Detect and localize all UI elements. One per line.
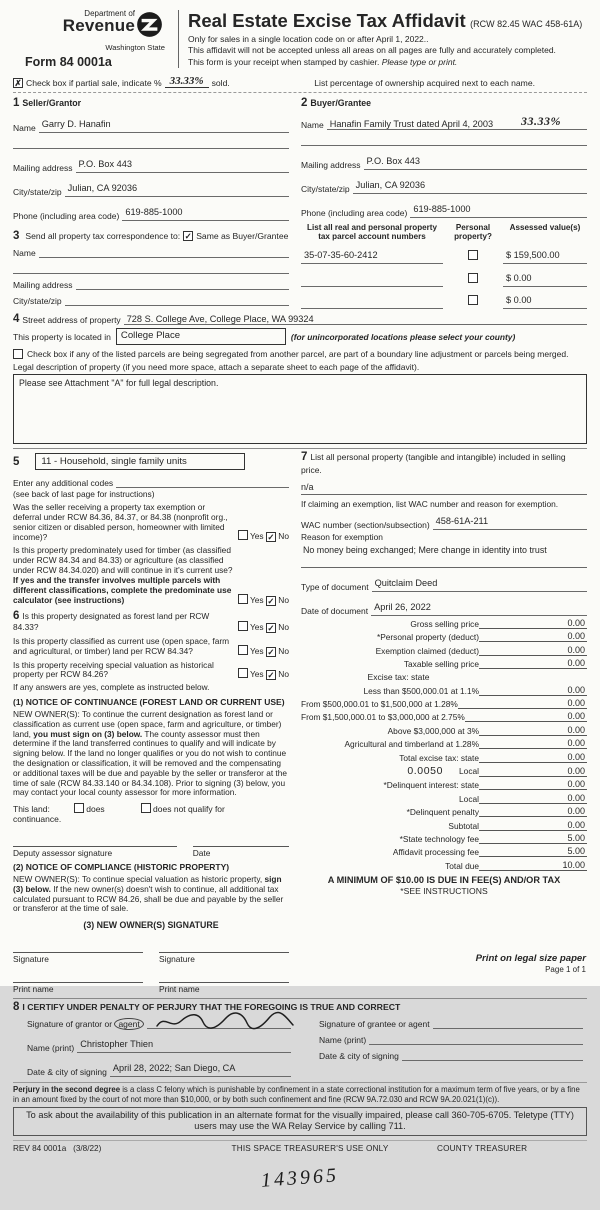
grantee-name-field: Name (print) (319, 1034, 583, 1045)
grantee-signing-block (319, 1013, 583, 1077)
handwritten-stamp-number: 143965 (260, 1164, 340, 1192)
agency-brand (13, 9, 169, 69)
header-note-2: This affidavit will not be accepted unless all areas on all pages are fully and accurately completed. (188, 45, 556, 55)
same-as-buyer-label: Same as Buyer/Grantee (196, 231, 289, 241)
excise-tax-header: Excise tax: state (367, 672, 430, 683)
county-note: (for unincorporated locations please select your county) (290, 331, 516, 342)
current-use-question: Is this property classified as current use (open space, farm and agricultural, or timber) land per RCW 84.34? (13, 635, 230, 656)
parcel-table (301, 223, 587, 309)
personal-property-checkbox-icon (468, 250, 478, 260)
notice2-body: NEW OWNER(S): To continue special valuation as historic property, sign (3) below. If the new owner(s) doesn't wish to continue, all additional tax calculated pursuant to RCW 84.26, shall be due and payable by the seller or transferor at the time of sale. (13, 874, 284, 914)
owner-printname-row: Print name Print name (13, 972, 289, 994)
additional-codes-field: Enter any additional codes (13, 477, 289, 488)
deputy-signature-label: Deputy assessor signature (13, 848, 113, 859)
seller-city-value: Julian, CA 92036 (67, 183, 138, 193)
section-separator (13, 448, 587, 449)
fee-row: *Delinquent interest: state 0.00 (383, 779, 585, 791)
fee-row: Less than $500,000.01 at 1.1% 0.00 (363, 684, 585, 696)
seller-mailing-value: P.O. Box 443 (78, 159, 132, 169)
segregated-checkbox-icon (13, 349, 23, 359)
buyer-name-field: Name Hanafin Family Trust dated April 4, 2003 33.33% (301, 114, 587, 130)
section7-title: 7 List all personal property (tangible and intangible) included in selling price. (301, 451, 566, 475)
continuance-label: continuance. (13, 814, 62, 825)
seller-column (13, 95, 289, 309)
deputy-signature-line (13, 836, 177, 847)
deputy-date-label: Date (192, 848, 211, 859)
section4-number: 4 (13, 313, 20, 326)
section8 (13, 998, 587, 1077)
section1-title: Seller/Grantor (22, 98, 82, 108)
seller-name-field: Name Garry D. Hanafin (13, 114, 289, 133)
new-owner-signature-title: (3) NEW OWNER(S) SIGNATURE (83, 920, 219, 931)
grantor-signing-block (27, 1013, 291, 1077)
footer-row (13, 1140, 587, 1153)
document-date-value: April 26, 2022 (374, 601, 431, 612)
notice1-body: NEW OWNER(S): To continue the current designation as forest land or classification as current use (open space, farm and agriculture, or timber) land, you must sign on (3) below. The county assessor must then determine if the land transferred continues to qualify and will indicate by signing below. If the land no longer qualifies or you do not wish to continue the designation or classification, it will be removed and the compensating or additional taxes will be due and payable by the seller or transferor at the time of sale (RCW 84.33.140 or 84.34.108). Prior to signing (3) below, you may contact your local county assessor for more information. (13, 709, 287, 798)
partial-sale-checkbox-checked-icon (13, 78, 23, 88)
fee-row: Above $3,000,000 at 3% 0.00 (387, 724, 585, 736)
fee-row: *Personal property (deduct) 0.00 (376, 631, 585, 643)
grantor-name-value: Christopher Thien (80, 1039, 154, 1050)
segregated-checkbox-row (13, 349, 587, 359)
fee-row-local-rate: 0.0050 Local 0.00 (407, 764, 585, 777)
notice1-title: (1) NOTICE OF CONTINUANCE (FOREST LAND OR CURRENT USE) (13, 697, 285, 708)
does-not-checkbox-icon (141, 803, 151, 813)
owner-printname-line (13, 972, 143, 983)
tax-column (301, 451, 587, 994)
fee-row: Agricultural and timberland at 1.28% 0.00 (344, 738, 585, 750)
section3-number: 3 (13, 230, 20, 242)
seller-mailing-field: Mailing address P.O. Box 443 (13, 154, 289, 173)
fee-row: *State technology fee 5.00 (399, 832, 585, 844)
local-rate-value: 0.0050 (407, 764, 444, 777)
parcel-table-header: List all real and personal property tax parcel account numbers Personal property? Assessed value(s) (307, 223, 581, 242)
divider-line (301, 567, 587, 568)
assessed-value: $ 0.00 (506, 295, 532, 306)
washington-state-label: Washington State (105, 43, 165, 52)
fee-row: Exemption claimed (deduct) 0.00 (375, 644, 585, 656)
fee-row: Subtotal 0.00 (448, 819, 585, 831)
page-number: Page 1 of 1 (545, 965, 586, 974)
yes-checkbox-icon (238, 645, 248, 655)
legal-description-box: Please see Attachment "A" for full legal description. (13, 374, 587, 444)
no-checkbox-checked-icon (266, 596, 276, 606)
owner-printname-line (159, 972, 289, 983)
no-checkbox-checked-icon (266, 647, 276, 657)
fee-row: Total excise tax: state 0.00 (399, 751, 585, 763)
parcel-number (301, 295, 304, 305)
use-classification-column (13, 451, 289, 994)
parcel-number: 35-07-35-60-2412 (304, 250, 378, 261)
minimum-fee-note: A MINIMUM OF $10.00 IS DUE IN FEE(S) AND/OR TAX (327, 874, 561, 885)
street-address-value: 728 S. College Ave, College Place, WA 99324 (126, 314, 314, 325)
parcel-row (301, 268, 587, 287)
does-checkbox-icon (74, 803, 84, 813)
land-use-code-row (13, 453, 289, 470)
assessed-value: $ 159,500.00 (506, 250, 560, 261)
correspondence-mailing-field: Mailing address (13, 279, 289, 290)
section2-title: Buyer/Grantee (310, 98, 372, 108)
divider-line (301, 494, 587, 495)
county-treasurer-label: COUNTY TREASURER (437, 1143, 528, 1153)
timber-answer: Yes ✓ No (238, 594, 289, 606)
header-note-1: Only for sales in a single location code on or after April 1, 2022.. (188, 33, 429, 44)
perjury-note: Perjury in the second degree is a class C felony which is punishable by confinement in a state correctional institution for a maximum term of five years, or by a fine in an amount fixed by the court of not more than $10,000, or by both such confinement and fine (RCW 9A.72.030 and RCW 9A.20.021(1)(c)). (13, 1082, 587, 1104)
owner-signature-row: Signature Signature (13, 942, 289, 964)
fee-row: Local 0.00 (459, 792, 585, 804)
fee-row: From $1,500,000.01 to $3,000,000 at 2.75% 0.00 (301, 711, 585, 723)
owner-signature-line (159, 942, 289, 953)
forest-land-answer: Yes ✓ No (238, 621, 289, 633)
grantee-signature-field: Signature of grantee or agent (319, 1018, 583, 1029)
parcel-row (301, 245, 587, 264)
located-in-label: This property is located in (13, 331, 111, 342)
buyer-name-field-2 (301, 135, 587, 146)
historical-question: Is this property receiving special valuation as historical property per RCW 84.26? (13, 659, 214, 680)
yes-checkbox-icon (238, 530, 248, 540)
deputy-date-line (193, 836, 289, 847)
document-type-value: Quitclaim Deed (374, 577, 438, 588)
grantee-date-field: Date & city of signing (319, 1050, 583, 1061)
buyer-mailing-field: Mailing address P.O. Box 443 (301, 151, 587, 170)
form-revision: REV 84 0001a (3/8/22) (13, 1143, 102, 1153)
personal-property-checkbox-icon (468, 295, 478, 305)
correspondence-name-field: Name (13, 247, 289, 258)
timber-question: Is this property predominately used for timber (as classified under RCW 84.34 and 84.33) or agriculture (as classified under RCW 84.34.020) and will continue in it's current use? If yes and the transfer involves multiple parcels with different classifications, complete the predominate use calculator (see instructions) (13, 545, 233, 605)
section2-number: 2 (301, 97, 308, 109)
treasurer-space-label: THIS SPACE TREASURER'S USE ONLY (231, 1143, 389, 1153)
legal-description-label: Legal description of property (if you need more space, attach a separate sheet to each page of the affidavit). (13, 362, 420, 373)
no-checkbox-checked-icon (266, 532, 276, 542)
owner-signature-line (13, 942, 143, 953)
rcw-reference: (RCW 82.45 WAC 458-61A) (470, 19, 583, 29)
section4 (13, 313, 587, 444)
current-use-question-row (13, 637, 289, 657)
forest-land-question-row (13, 610, 289, 633)
document-type-field: Type of document Quitclaim Deed (301, 573, 587, 592)
reason-value: No money being exchanged; Mere change in identity into trust (303, 544, 547, 555)
segregated-label: Check box if any of the listed parcels are being segregated from another parcel, are part of a boundary line adjustment or parcels being merged. (27, 349, 569, 360)
form-header (13, 9, 587, 69)
wac-number-value: 458-61A-211 (435, 515, 489, 526)
buyer-city-field: City/state/zip Julian, CA 92036 (301, 175, 587, 194)
agent-circled-word: agent (114, 1018, 143, 1030)
page-title: Real Estate Excise Tax Affidavit (188, 10, 466, 31)
no-checkbox-checked-icon (266, 623, 276, 633)
deputy-signature-row (13, 836, 289, 858)
same-as-buyer-checkbox-checked-icon (183, 231, 193, 241)
grantor-signature-field: Signature of grantor or agent (27, 1018, 291, 1029)
seller-name-value: Garry D. Hanafin (41, 119, 111, 129)
exemption-question-row (13, 503, 289, 542)
seller-phone-value: 619-885-1000 (125, 207, 183, 217)
grantor-date-city-value: April 28, 2022; San Diego, CA (112, 1063, 236, 1074)
correspondence-name-field-2 (13, 263, 289, 274)
reason-label: Reason for exemption (301, 531, 383, 542)
this-land-label: This land: (13, 803, 50, 814)
buyer-name-value: Hanafin Family Trust dated April 4, 2003 (329, 119, 494, 129)
claiming-exemption-note: If claiming an exemption, list WAC number and reason for exemption. (301, 498, 559, 509)
certify-title: 8 I CERTIFY UNDER PENALTY OF PERJURY THAT THE FOREGOING IS TRUE AND CORRECT (13, 1001, 401, 1014)
land-qualify-row: This land: does does not qualify for (13, 803, 225, 815)
historical-answer: Yes ✓ No (238, 668, 289, 680)
exemption-question: Was the seller receiving a property tax exemption or deferral under RCW 84.36, 84.37, or 84.38 (nonprofit org., senior citizen or disabled person, homeowner with limited income)? (13, 502, 228, 542)
forest-land-question: 6 Is this property designated as forest land per RCW 84.33? (13, 609, 210, 633)
yes-checkbox-icon (238, 668, 248, 678)
section-separator (13, 92, 587, 93)
grantor-signature-line (147, 1018, 291, 1029)
wac-number-field: WAC number (section/subsection) 458-61A-211 (301, 511, 587, 530)
seller-name-field-2 (13, 138, 289, 149)
if-any-note: If any answers are yes, complete as instructed below. (13, 682, 210, 693)
yes-checkbox-icon (238, 594, 248, 604)
fee-row: Affidavit processing fee 5.00 (392, 846, 585, 858)
notice2-title: (2) NOTICE OF COMPLIANCE (HISTORIC PROPERTY) (13, 862, 230, 873)
location-select: College Place (116, 328, 286, 345)
handwritten-signature-icon (155, 1012, 295, 1032)
fee-row-total-due: Total due 10.00 (445, 859, 585, 871)
buyer-phone-value: 619-885-1000 (413, 204, 471, 214)
document-date-field: Date of document April 26, 2022 (301, 597, 587, 616)
yes-checkbox-icon (238, 621, 248, 631)
exemption-answer: Yes ✓ No (238, 530, 289, 542)
section3-label: Send all property tax correspondence to: (25, 231, 181, 241)
partial-sale-percent-value: 33.33% (165, 75, 209, 88)
header-note-3: This form is your receipt when stamped by cashier. Please type or print. (188, 56, 458, 67)
print-size-note: Print on legal size paper (475, 953, 586, 964)
fee-row: From $500,000.01 to $1,500,000 at 1.28% 0.00 (301, 698, 585, 710)
fee-row: Gross selling price 0.00 (410, 618, 585, 630)
current-use-answer: Yes ✓ No (238, 645, 289, 657)
seller-phone-field: Phone (including area code) 619-885-1000 (13, 202, 289, 221)
revenue-swirl-logo-icon (136, 9, 163, 43)
land-use-code-box: 11 - Household, single family units (35, 453, 245, 470)
form-number: Form 84 0001a (25, 55, 112, 69)
partial-sale-label: Check box if partial sale, indicate % (26, 78, 162, 88)
fee-row: Taxable selling price 0.00 (403, 658, 585, 670)
see-instructions-note: *SEE INSTRUCTIONS (400, 885, 488, 896)
see-back-note: (see back of last page for instructions) (13, 489, 155, 500)
buyer-ownership-percent-value: 33.33% (521, 114, 561, 128)
assessed-value: $ 0.00 (506, 272, 532, 283)
fee-row: *Delinquent penalty 0.00 (406, 806, 585, 818)
personal-property-value: n/a (301, 481, 314, 492)
buyer-mailing-value: P.O. Box 443 (366, 156, 420, 166)
section1-number: 1 (13, 97, 20, 109)
property-location-row (13, 328, 587, 345)
ownership-percentage-note: List percentage of ownership acquired next to each name. (314, 78, 535, 88)
parcel-row (301, 290, 587, 309)
seller-city-field: City/state/zip Julian, CA 92036 (13, 178, 289, 197)
grantor-date-field: Date & city of signing April 28, 2022; San Diego, CA (27, 1058, 291, 1077)
accessibility-note-box: To ask about the availability of this publication in an alternate format for the visually impaired, please call 360-705-6705. Teletype (TTY) users may use the WA Relay Service by calling 711. (13, 1107, 587, 1136)
historical-question-row (13, 661, 289, 681)
partial-sale-row (13, 75, 587, 88)
grantor-name-field: Name (print) Christopher Thien (27, 1034, 291, 1053)
timber-question-row (13, 546, 289, 605)
buyer-column (301, 95, 587, 309)
header-divider (178, 10, 179, 68)
correspondence-city-field: City/state/zip (13, 295, 289, 306)
buyer-phone-field: Phone (including area code) 619-885-1000 (301, 199, 587, 218)
parcel-number (301, 273, 304, 283)
dept-of-label: Department of (84, 9, 135, 18)
section5-number: 5 (13, 455, 20, 468)
street-address-field: 4 Street address of property 728 S. College Ave, College Place, WA 99324 (13, 313, 587, 325)
no-checkbox-checked-icon (266, 670, 276, 680)
partial-sale-sold-label: sold. (211, 78, 230, 88)
buyer-city-value: Julian, CA 92036 (355, 180, 426, 190)
personal-property-checkbox-icon (468, 273, 478, 283)
revenue-wordmark: Revenue (62, 16, 135, 35)
print-note-block (476, 953, 586, 974)
